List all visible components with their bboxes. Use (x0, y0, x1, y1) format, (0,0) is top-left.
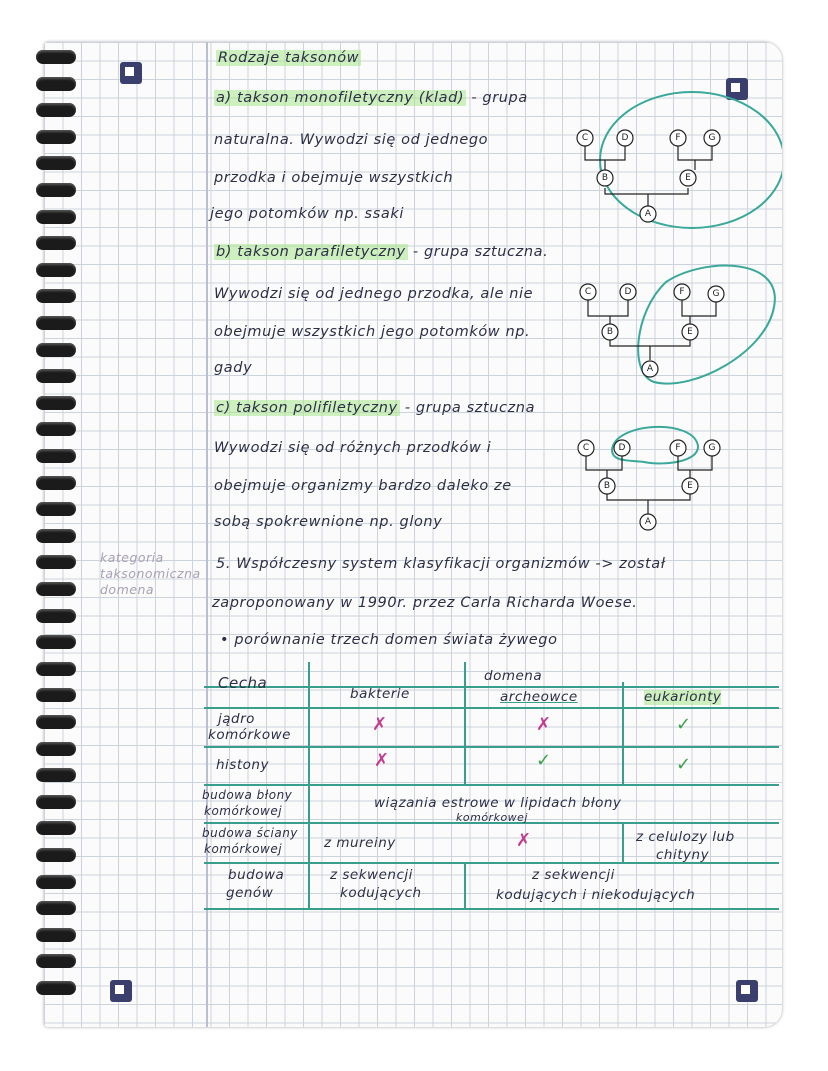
spiral-ring (36, 555, 76, 569)
notebook-page (44, 42, 782, 1027)
spiral-ring (36, 316, 76, 330)
spiral-ring (36, 103, 76, 117)
spiral-ring (36, 289, 76, 303)
section-a-line: naturalna. Wywodzi się od jednego (214, 132, 489, 148)
row-label: histony (216, 757, 269, 773)
node-label: G (708, 133, 716, 143)
spiral-ring (36, 928, 76, 942)
section-c-line: Wywodzi się od różnych przodków i (214, 440, 492, 456)
wall-eukaryota: chityny (656, 847, 710, 863)
node-label: C (581, 133, 589, 143)
spiral-ring (36, 875, 76, 889)
node-label: D (624, 287, 632, 297)
spiral-ring (36, 742, 76, 756)
check-mark-icon: ✓ (676, 754, 692, 775)
wall-eukaryota: z celulozy lub (636, 829, 735, 845)
node-label: G (712, 289, 720, 299)
section-b-line: obejmuje wszystkich jego potomków np. (214, 324, 531, 340)
table-line (464, 662, 466, 784)
check-mark-icon: ✓ (676, 714, 692, 735)
table-line (204, 686, 779, 688)
side-note-line: kategoria (100, 550, 164, 565)
spiral-ring (36, 768, 76, 782)
point5-line2: zaproponowany w 1990r. przez Carla Richarda Woese. (212, 595, 638, 611)
page-heading: Rodzaje taksonów (218, 50, 360, 66)
section-c-line: sobą spokrewnione np. glony (214, 514, 443, 530)
row-label: budowa błony (202, 788, 293, 802)
side-note-line: domena (100, 582, 155, 597)
row-label: budowa ściany (202, 826, 298, 840)
side-note-line: taksonomiczna (100, 566, 201, 581)
genes-other: kodujących i niekodujących (496, 887, 696, 903)
row-label: jądro (218, 711, 255, 727)
membrane-value: wiązania estrowe w lipidach błony (374, 795, 622, 811)
node-label: D (621, 133, 629, 143)
table-line (464, 862, 466, 908)
spiral-ring (36, 130, 76, 144)
node-label: A (644, 209, 652, 219)
row-label: budowa (228, 867, 285, 883)
spiral-ring (36, 183, 76, 197)
node-label: E (687, 327, 693, 337)
cross-mark-icon: ✗ (536, 714, 552, 735)
col-archaea: archeowce (500, 689, 578, 705)
node-label: B (603, 481, 611, 491)
paraphyletic-outline (638, 266, 775, 384)
check-mark-icon: ✓ (536, 750, 552, 771)
genes-bacteria: z sekwencji (330, 867, 413, 883)
spiral-ring (36, 422, 76, 436)
node-label: A (644, 517, 652, 527)
spiral-ring (36, 848, 76, 862)
spiral-ring (36, 795, 76, 809)
spiral-ring (36, 449, 76, 463)
node-label: F (675, 133, 681, 143)
spiral-ring (36, 954, 76, 968)
spiral-ring (36, 715, 76, 729)
spiral-ring (36, 156, 76, 170)
node-label: A (646, 364, 654, 374)
spiral-ring (36, 236, 76, 250)
spiral-ring (36, 901, 76, 915)
table-line (622, 822, 624, 862)
table-line (204, 908, 779, 910)
node-label: C (582, 443, 590, 453)
spiral-ring (36, 662, 76, 676)
spiral-ring (36, 369, 76, 383)
row-label: komórkowe (208, 727, 291, 743)
spiral-ring (36, 688, 76, 702)
point5-line1: 5. Współczesny system klasyfikacji organizmów -> został (216, 556, 666, 572)
table-line (204, 707, 779, 709)
spiral-ring (36, 77, 76, 91)
section-b-line: gady (214, 360, 253, 376)
table-line (204, 746, 779, 748)
spiral-ring (36, 502, 76, 516)
section-a-line: jego potomków np. ssaki (210, 206, 404, 222)
row-label: komórkowej (204, 804, 283, 818)
genes-bacteria: kodujących (340, 885, 422, 901)
cross-mark-icon: ✗ (374, 750, 390, 771)
section-c-line: obejmuje organizmy bardzo daleko ze (214, 478, 512, 494)
point5-bullet: • porównanie trzech domen świata żywego (220, 632, 558, 648)
header-feature: Cecha (218, 674, 268, 692)
node-label: B (601, 173, 609, 183)
header-domain: domena (484, 668, 543, 684)
node-label: G (708, 443, 716, 453)
notebook-spiral (36, 50, 76, 1010)
spiral-ring (36, 821, 76, 835)
spiral-ring (36, 476, 76, 490)
spiral-ring (36, 50, 76, 64)
wall-bacteria: z mureiny (324, 835, 396, 851)
genes-other: z sekwencji (532, 867, 615, 883)
cross-mark-icon: ✗ (516, 830, 532, 851)
tree-polyphyletic (578, 427, 720, 530)
node-label: E (687, 481, 693, 491)
node-label: B (606, 327, 614, 337)
section-b-line: Wywodzi się od jednego przodka, ale nie (214, 286, 534, 302)
row-label: komórkowej (204, 842, 283, 856)
table-line (204, 784, 779, 786)
spiral-ring (36, 582, 76, 596)
node-label: D (618, 443, 626, 453)
spiral-ring (36, 210, 76, 224)
section-a-line: przodka i obejmuje wszystkich (214, 170, 454, 186)
section-c-title: c) takson polifiletyczny - grupa sztuczna (216, 400, 536, 416)
node-label: E (685, 173, 691, 183)
spiral-ring (36, 609, 76, 623)
node-label: F (679, 287, 685, 297)
spiral-ring (36, 263, 76, 277)
membrane-value: komórkowej (456, 811, 528, 824)
tree-paraphyletic (580, 266, 775, 384)
spiral-ring (36, 343, 76, 357)
node-label: C (584, 287, 592, 297)
taxon-diagrams (44, 42, 782, 1027)
spiral-ring (36, 981, 76, 995)
spiral-ring (36, 396, 76, 410)
section-b-title: b) takson parafiletyczny - grupa sztuczna. (216, 244, 549, 260)
col-bacteria: bakterie (350, 686, 410, 702)
tree-monophyletic (577, 92, 782, 228)
col-eukaryota: eukarionty (644, 689, 722, 705)
node-label: F (675, 443, 681, 453)
table-line (308, 662, 310, 908)
spiral-ring (36, 635, 76, 649)
cross-mark-icon: ✗ (372, 714, 388, 735)
row-label: genów (226, 885, 274, 901)
spiral-ring (36, 529, 76, 543)
table-line (622, 682, 624, 784)
section-a-title: a) takson monofiletyczny (klad) - grupa (216, 90, 528, 106)
